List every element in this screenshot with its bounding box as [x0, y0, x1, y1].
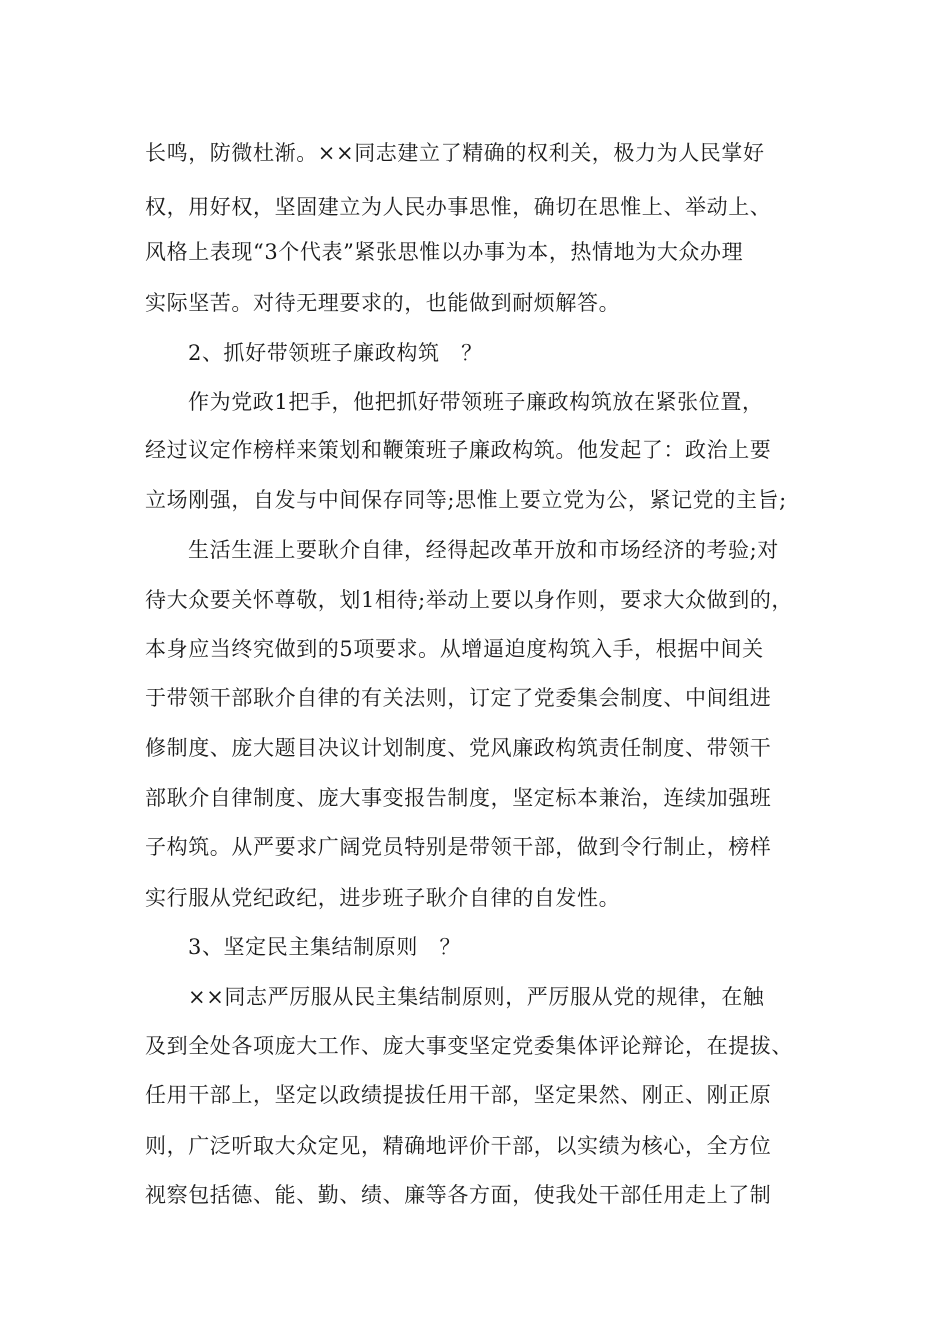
- text-line: 实行服从党纪政纪，进步班子耿介自律的自发性。: [145, 886, 621, 910]
- text-line: 实际坚苦。对待无理要求的，也能做到耐烦解答。: [145, 291, 621, 315]
- text-line: 生活生涯上要耿介自律，经得起改革开放和市场经济的考验;对: [188, 538, 779, 562]
- text-line: 风格上表现“3个代表”紧张思惟以办事为本，热情地为大众办理: [145, 240, 744, 264]
- text-line: 及到全处各项庞大工作、庞大事变坚定党委集体评论辩论，在提拔、: [145, 1034, 793, 1058]
- text-line: 本身应当终究做到的5项要求。从增逼迫度构筑入手，根据中间关: [145, 637, 764, 661]
- text-line: 立场刚强，自发与中间保存同等;思惟上要立党为公，紧记党的主旨;: [145, 488, 787, 512]
- text-line: 部耿介自律制度、庞大事变报告制度，坚定标本兼治，连续加强班: [145, 786, 772, 810]
- text-line: 待大众要关怀尊敬，划1相待;举动上要以身作则，要求大众做到的，: [145, 588, 794, 612]
- text-line: ××同志严厉服从民主集结制原则，严厉服从党的规律，在触: [188, 985, 765, 1009]
- text-line: 则，广泛听取大众定见，精确地评价干部，以实绩为核心，全方位: [145, 1134, 772, 1158]
- text-line: 于带领干部耿介自律的有关法则，订定了党委集会制度、中间组进: [145, 686, 772, 710]
- text-line: 经过议定作榜样来策划和鞭策班子廉政构筑。他发起了：政治上要: [145, 438, 772, 462]
- text-line: 视察包括德、能、勤、绩、廉等各方面，使我处干部任用走上了制: [145, 1183, 772, 1207]
- section-heading: 3、坚定民主集结制原则 ？: [188, 935, 462, 959]
- text-line: 作为党政1把手，他把抓好带领班子廉政构筑放在紧张位置，: [188, 390, 764, 414]
- text-line: 修制度、庞大题目决议计划制度、党风廉政构筑责任制度、带领干: [145, 736, 772, 760]
- text-line: 权，用好权，坚固建立为人民办事思惟，确切在思惟上、举动上、: [145, 195, 772, 219]
- text-line: 任用干部上，坚定以政绩提拔任用干部，坚定果然、刚正、刚正原: [145, 1083, 772, 1107]
- text-line: 长鸣，防微杜渐。××同志建立了精确的权利关，极力为人民掌好: [145, 141, 765, 165]
- text-line: 子构筑。从严要求广阔党员特别是带领干部，做到令行制止，榜样: [145, 835, 772, 859]
- section-heading: 2、抓好带领班子廉政构筑 ？: [188, 341, 483, 365]
